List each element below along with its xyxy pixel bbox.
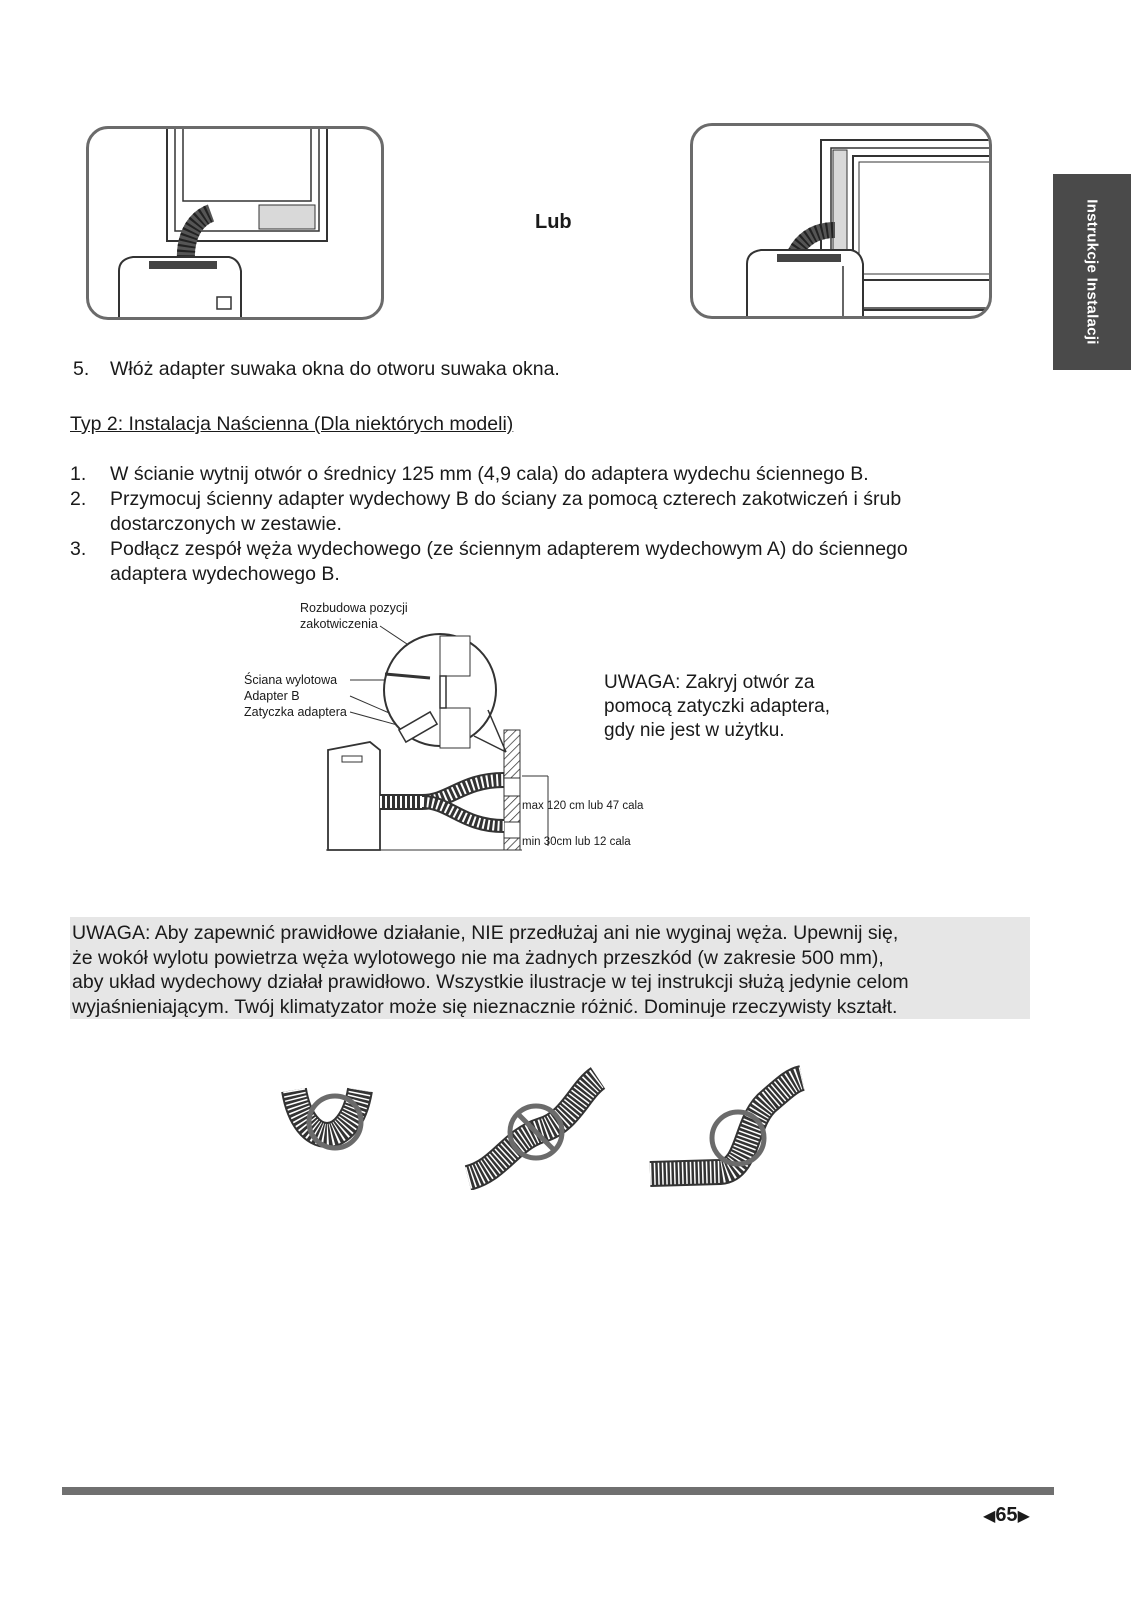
list-item-number: 2.	[70, 488, 87, 510]
figure-window-install-right	[690, 123, 992, 319]
footer-rule	[62, 1487, 1054, 1495]
label-anchor-expansion: Rozbudowa pozycji zakotwiczenia	[300, 601, 408, 631]
list-item-text	[110, 462, 1010, 487]
or-label: Lub	[535, 211, 572, 233]
hose-bending-illustrations	[280, 1060, 840, 1190]
section-side-tab	[1053, 174, 1131, 370]
step5-text: Włóż adapter suwaka okna do otworu suwaka okna.	[110, 358, 560, 380]
hose-twisted-icon	[468, 1078, 598, 1178]
page-number: 65	[995, 1504, 1018, 1526]
hose-gentle-bend-icon	[650, 1078, 802, 1174]
wall-install-illustration	[230, 600, 660, 870]
list-item-line: dostarczonych w zestawie.	[110, 513, 342, 535]
triangle-right-icon: ▶	[1017, 1508, 1030, 1525]
list-item-text	[110, 537, 1010, 587]
triangle-left-icon: ◀	[983, 1508, 996, 1525]
window-unit-illustration-right	[693, 126, 989, 316]
warning-box	[70, 917, 1030, 1019]
hose-u-bend-icon	[294, 1090, 361, 1148]
label-max-height: max 120 cm lub 47 cala	[522, 800, 644, 812]
list-item-number: 1.	[70, 463, 87, 485]
wall-install-diagram	[230, 600, 660, 870]
list-item-line: Podłącz zespół węża wydechowego (ze ściennym adapterem wydechowym A) do ściennego	[110, 538, 908, 560]
type2-heading: Typ 2: Instalacja Naścienna (Dla niektórych modeli)	[70, 413, 514, 435]
page-number-nav	[983, 1504, 1030, 1527]
step5-number: 5.	[73, 358, 90, 380]
side-tab-label: Instrukcje Instalacji	[1083, 199, 1101, 345]
plug-note: UWAGA: Zakryj otwór za pomocą zatyczki adaptera, gdy nie jest w użytku.	[604, 672, 831, 741]
label-exhaust-wall: Ściana wylotowa	[244, 673, 338, 687]
warning-text: UWAGA: Aby zapewnić prawidłowe działanie, NIE przedłużaj ani nie wyginaj węża. Upewnij się, że wokół wylotu powietrza węża wylotowego nie ma żadnych przeszkód (w zakresie 500 mm), aby układ wydechowy działał prawidłowo. Wszystkie ilustracje w tej instrukcji służą jedynie celom wyjaśnieniającym. Twój klimatyzator może się nieznacznie różnić. Dominuje rzeczywisty kształt.	[72, 922, 909, 1018]
label-adapter-b: Adapter B	[244, 689, 300, 703]
label-min-height: min 30cm lub 12 cala	[522, 836, 631, 848]
list-item-line: adaptera wydechowego B.	[110, 563, 340, 585]
list-item-line: W ścianie wytnij otwór o średnicy 125 mm (4,9 cala) do adaptera wydechu ściennego B.	[110, 463, 869, 485]
list-item-text	[110, 487, 1010, 537]
list-item-number: 3.	[70, 538, 87, 560]
window-unit-illustration-left	[89, 129, 381, 317]
list-item-line: Przymocuj ścienny adapter wydechowy B do ściany za pomocą czterech zakotwiczeń i śrub	[110, 488, 902, 510]
figure-window-install-left	[86, 126, 384, 320]
label-adapter-plug: Zatyczka adaptera	[244, 705, 347, 719]
